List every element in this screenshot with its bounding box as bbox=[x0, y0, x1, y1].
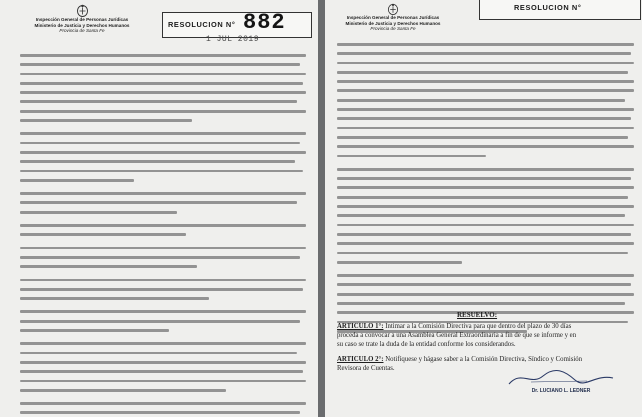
letterhead-line-1: Inspección General de Personas Jurídicas bbox=[346, 15, 440, 20]
left-body-text bbox=[20, 54, 306, 417]
article-1-line-2: proceda a convocar a una Asamblea General Extraordinaria a fin de que se informe y en bbox=[337, 331, 577, 339]
letterhead-line-3: Provincia de Santa Fe bbox=[370, 26, 416, 32]
right-page bbox=[325, 0, 642, 417]
resolution-box bbox=[479, 0, 641, 20]
letterhead bbox=[26, 4, 138, 34]
letterhead-line-2: Ministerio de Justicia y Derechos Humanos bbox=[34, 22, 130, 28]
letterhead-line-3: Provincia de Santa Fe bbox=[59, 28, 105, 34]
signature-scrawl-icon bbox=[501, 368, 621, 388]
letterhead-line-2: Ministerio de Justicia y Derechos Humanos bbox=[345, 20, 441, 26]
article-1-line-3: su caso se trate la duda de la entidad conforme los considerandos. bbox=[337, 340, 516, 348]
resuelvo-title: RESUELVO: bbox=[457, 311, 498, 319]
resolution-number: 882 bbox=[243, 10, 286, 35]
signature-block bbox=[501, 368, 621, 394]
signature-name: Dr. LUCIANO L. LEDNER bbox=[531, 388, 591, 394]
article-2-line-1: Notifíquese y hágase saber a la Comisión Directiva, Síndico y Comisión bbox=[385, 356, 583, 363]
article-2-heading: ARTICULO 2°: bbox=[337, 356, 384, 363]
resolution-label: RESOLUCION N° bbox=[168, 20, 236, 29]
article-1 bbox=[337, 323, 576, 349]
left-page bbox=[0, 0, 318, 417]
article-2-line-2: Revisora de Cuentas. bbox=[337, 364, 395, 372]
letterhead bbox=[339, 3, 447, 32]
provincial-crest-icon bbox=[387, 3, 399, 15]
resolution-label: RESOLUCION N° bbox=[514, 3, 582, 12]
date-stamp: 1 JUL 2019 bbox=[206, 35, 260, 44]
letterhead-line-1: Inspección General de Personas Jurídicas bbox=[35, 17, 129, 22]
article-1-line-1: Intimar a la Comisión Directiva para que dentro del plazo de 30 días bbox=[385, 323, 572, 330]
article-1-heading: ARTICULO 1°: bbox=[337, 323, 384, 330]
provincial-crest-icon bbox=[76, 4, 89, 17]
right-body-text bbox=[337, 43, 634, 339]
